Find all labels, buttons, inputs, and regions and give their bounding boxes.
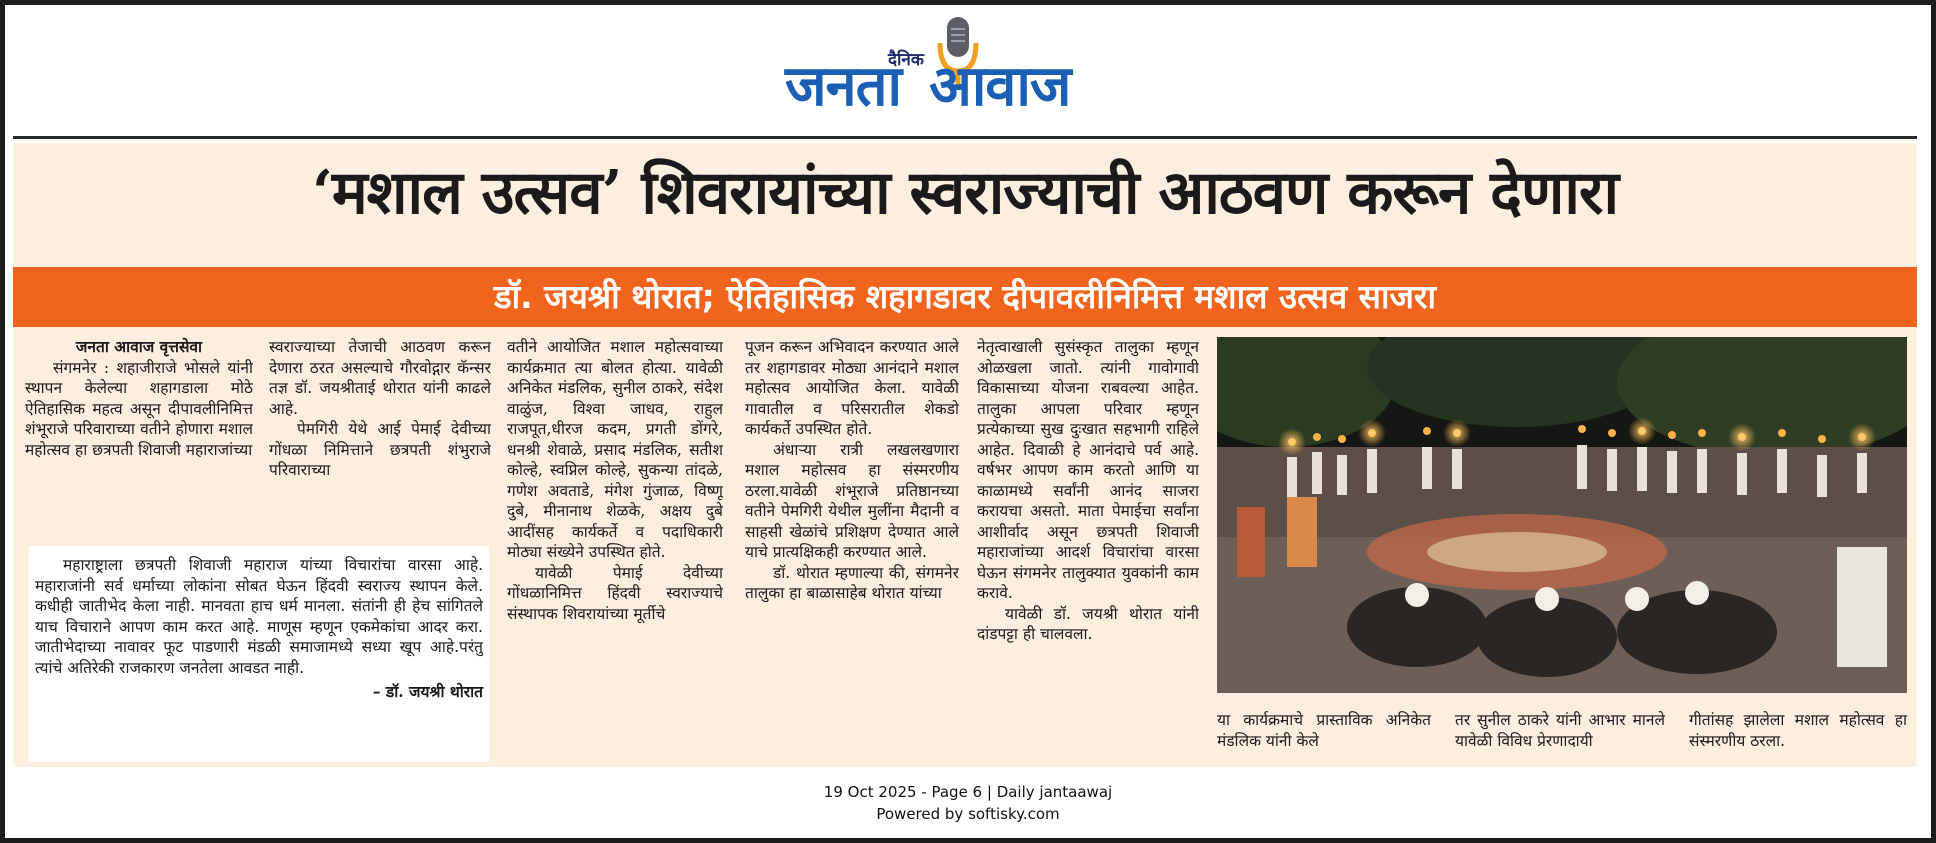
column-4-paragraph-2: अंधाऱ्या रात्री लखलखणारा मशाल महोत्सव हा संस्मरणीय ठरला.यावेळी शंभूराजे प्रतिष्ठानच्या वतीने पेमगिरी येथील मुलींना मैदानी व साहसी खेळांचे प्रशिक्षण देण्यात आले याचे प्रात्यक्षिकही करण्यात आले. xyxy=(745,440,959,561)
logo-word-janata: जनता xyxy=(785,54,902,119)
article-column-4 xyxy=(745,337,959,761)
newspaper-logo[interactable] xyxy=(785,9,1165,129)
event-photo[interactable] xyxy=(1217,337,1907,693)
masthead xyxy=(5,5,1931,135)
column-4-paragraph-3: डॉ. थोरात म्हणाल्या की, संगमनेर तालुका हा बाळासाहेब थोरात यांच्या xyxy=(745,563,959,602)
photo-caption-part-3: गीतांसह झालेला मशाल महोत्सव हा संस्मरणीय ठरला. xyxy=(1689,711,1907,750)
logo-dainik-label: दैनिक xyxy=(888,50,924,70)
pull-quote-signature: – डॉ. जयश्री थोरात xyxy=(372,682,483,701)
column-5-paragraph-1: नेतृत्वाखाली सुसंस्कृत तालुका म्हणून ओळखला जातो. त्यांनी गावोगावी विकासाच्या योजना राबवल्या आहेत. तालुका आपला परिवार म्हणून प्रत्येकाच्या सुख दुःखात सहभागी राहिले आहेत. दिवाळी हे आनंदाचे पर्व आहे. वर्षभर आपण काम करतो आणि या काळामध्ये सर्वांनी आनंद साजरा करायचा असतो. माता पेमाईचा सर्वांना आशीर्वाद असून छत्रपती शिवाजी महाराजांच्या आदर्श विचारांचा वारसा घेऊन संगमनेर तालुक्यात युवकांनी काम करावे. xyxy=(977,338,1199,602)
logo-wordmark xyxy=(785,54,1071,119)
article-byline: जनता आवाज वृत्तसेवा xyxy=(75,337,203,356)
article-column-3 xyxy=(507,337,723,761)
column-4-paragraph-1: पूजन करून अभिवादन करण्यात आले तर शहागडावर मोठ्या आनंदाने मशाल महोत्सव आयोजित केला. यावेळी गावातील व परिसरातील शेकडो कार्यकर्ते उपस्थित होते. xyxy=(745,338,959,438)
pull-quote-text: महाराष्ट्राला छत्रपती शिवाजी महाराज यांच्या विचारांचा वारसा आहे. महाराजांनी सर्व धर्माच्या लोकांना सोबत घेऊन हिंदवी स्वराज्य स्थापन केले. कधीही जातीभेद केला नाही. मानवता हाच धर्म मानला. संतांनी ही हेच सांगितले याच विचाराने आपण काम करत आहे. माणूस म्हणून एकमेकांचा आदर करा. जातीभेदाच्या नावावर फूट पाडणारी मंडळी समाजामध्ये सध्या खूप आहे.परंतु त्यांचे अतिरेकी राजकारण जनतेला आवडत नाही. xyxy=(35,556,483,677)
column-3-paragraph-2: यावेळी पेमाई देवीच्या गोंधळानिमित्त हिंदवी स्वराज्याचे संस्थापक शिवरायांच्या मूर्तीचे xyxy=(507,563,723,623)
newspaper-page xyxy=(5,5,1931,838)
article-subheadline: डॉ. जयश्री थोरात; ऐतिहासिक शहागडावर दीपावलीनिमित्त मशाल उत्सव साजरा xyxy=(13,267,1917,327)
column-1-paragraph: संगमनेर : शहाजीराजे भोसले यांनी स्थापन केलेल्या शहागडाला मोठे ऐतिहासिक महत्व असून दीपावलीनिमित्त शंभूराजे परिवाराच्या वतीने होणारा मशाल महोत्सव हा छत्रपती शिवाजी महाराजांच्या xyxy=(25,358,253,459)
pull-quote-box xyxy=(29,546,489,762)
news-article xyxy=(13,143,1917,767)
photo-caption-part-2: तर सुनील ठाकरे यांनी आभार मानले यावेळी विविध प्रेरणादायी xyxy=(1455,711,1665,750)
footer-powered-by[interactable]: Powered by softisky.com xyxy=(876,805,1060,823)
logo-word-awaj: आवाज xyxy=(929,54,1071,119)
photo-caption-part-1: या कार्यक्रमाचे प्रास्ताविक अनिकेत मंडलिक यांनी केले xyxy=(1217,711,1431,750)
torch-festival-photo-illustration xyxy=(1217,337,1907,693)
column-2-paragraph-2: पेमगिरी येथे आई पेमाई देवीच्या गोंधळा निमित्ताने छत्रपती शंभुराजे परिवाराच्या xyxy=(269,420,491,479)
column-2-paragraph-1: स्वराज्याच्या तेजाची आठवण करून देणारा ठरत असल्याचे गौरवोद्गार कॅन्सर तज्ञ डॉ. जयश्रीताई थोरात यांनी काढले आहे. xyxy=(269,338,491,418)
masthead-divider xyxy=(13,136,1917,139)
article-column-1 xyxy=(25,337,253,549)
footer-edition-info: 19 Oct 2025 - Page 6 | Daily jantaawaj xyxy=(823,783,1113,801)
page-footer xyxy=(5,781,1931,825)
column-5-paragraph-2: यावेळी डॉ. जयश्री थोरात यांनी दांडपट्टा ही चालवला. xyxy=(977,604,1199,643)
article-column-2 xyxy=(269,337,491,545)
article-headline: ‘मशाल उत्सव’ शिवरायांच्या स्वराज्याची आठवण करून देणारा xyxy=(311,158,1619,228)
article-column-5 xyxy=(977,337,1199,761)
column-3-paragraph-1: वतीने आयोजित मशाल महोत्सवाच्या कार्यक्रमात त्या बोलत होत्या. यावेळी अनिकेत मंडलिक, सुनील ठाकरे, संदेश वाळुंज, विश्वा जाधव, राहुल राजपूत,धीरज कदम, प्रगती डोंगरे, धनश्री शेवाळे, प्रसाद मंडलिक, सतीश कोल्हे, स्वप्निल कोल्हे, सुकन्या तांदळे, गणेश अवताडे, मंगेश गुंजाळ, विष्णू दुबे, मीनानाथ शेळके, अक्षय दुबे आदींसह कार्यकर्ते व पदाधिकारी मोठ्या संख्येने उपस्थित होते. xyxy=(507,338,723,561)
